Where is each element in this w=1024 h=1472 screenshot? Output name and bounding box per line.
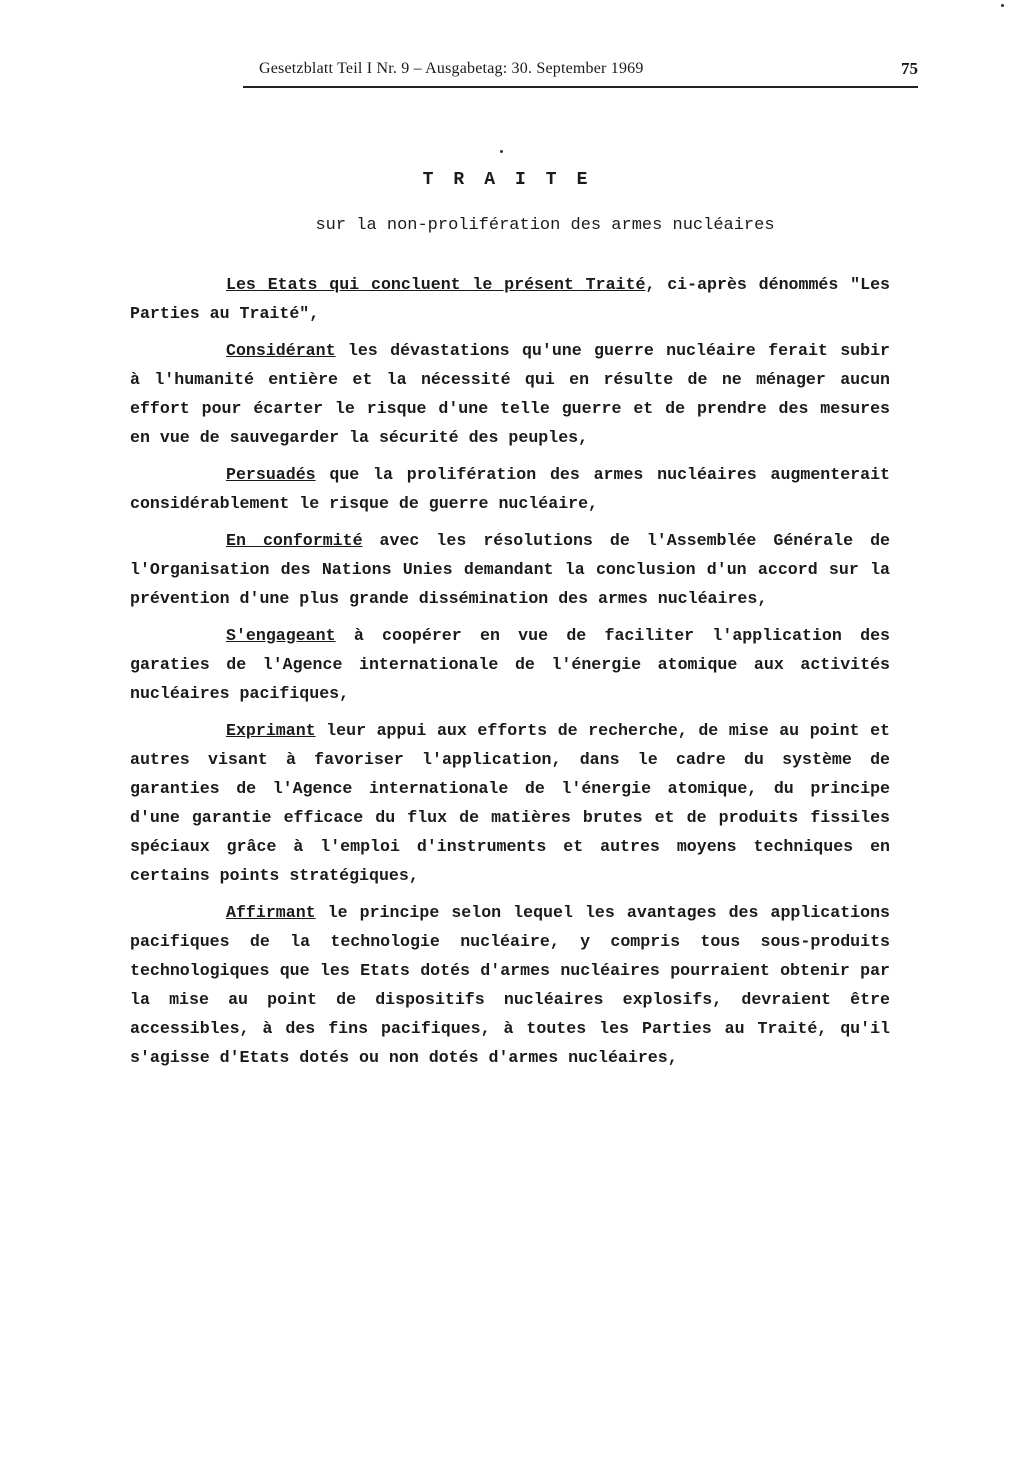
- scan-speck: [1001, 4, 1004, 7]
- paragraph-lead: Affirmant: [226, 903, 316, 922]
- paragraph-text: à coopérer en vue de faciliter l'application des garaties de l'Agence internationale de l'énergie atomique aux activités nucléaires pacifiques,: [130, 626, 890, 703]
- preamble-paragraph: [130, 898, 890, 1072]
- paragraph-lead: En conformité: [226, 531, 363, 550]
- preamble-paragraph: [130, 270, 890, 328]
- paragraph-lead: Exprimant: [226, 721, 316, 740]
- page-number: 75: [901, 59, 918, 78]
- preamble-paragraph: [130, 716, 890, 890]
- treaty-subtitle: sur la non-prolifération des armes nucléaires: [315, 216, 775, 235]
- paragraph-text: , ci-après dénommés "Les Parties au Traité",: [130, 275, 890, 323]
- preamble-paragraph: [130, 526, 890, 613]
- treaty-title: TRAITE: [422, 170, 608, 190]
- paragraph-text: le principe selon lequel les avantages des applications pacifiques de la technologie nucléaire, y compris tous sous-produits technologiques que les Etats dotés d'armes nucléaires pourraient obtenir par la mise au point de dispositifs nucléaires explosifs, devraient être accessibles, à des fins pacifiques, à toutes les Parties au Traité, qu'il s'agisse d'Etats dotés ou non dotés d'armes nucléaires,: [130, 903, 890, 1067]
- paragraph-text: leur appui aux efforts de recherche, de mise au point et autres visant à favoriser l'application, dans le cadre du système de garanties de l'Agence internationale de l'énergie atomique, du principe d'une garantie efficace du flux de matières brutes et de produits fissiles spéciaux grâce à l'emploi d'instruments et autres moyens techniques en certains points stratégiques,: [130, 721, 890, 885]
- scan-speck: [500, 150, 503, 153]
- paragraph-lead: S'engageant: [226, 626, 336, 645]
- preamble-paragraph: [130, 621, 890, 708]
- page-header: [243, 54, 918, 88]
- preamble-paragraph: [130, 460, 890, 518]
- preamble-paragraph: [130, 336, 890, 452]
- preamble: [130, 270, 890, 1080]
- paragraph-lead: Considérant: [226, 341, 336, 360]
- paragraph-text: que la prolifération des armes nucléaires augmenterait considérablement le risque de guerre nucléaire,: [130, 465, 890, 513]
- paragraph-lead: Les Etats qui concluent le présent Traité: [226, 275, 646, 294]
- paragraph-text: les dévastations qu'une guerre nucléaire ferait subir à l'humanité entière et la nécessité qui en résulte de ne ménager aucun effort pour écarter le risque d'une telle guerre et de prendre des mesures en vue de sauvegarder la sécurité des peuples,: [130, 341, 890, 447]
- paragraph-text: avec les résolutions de l'Assemblée Générale de l'Organisation des Nations Unies demandant la conclusion d'un accord sur la prévention d'une plus grande dissémination des armes nucléaires,: [130, 531, 891, 608]
- running-title: Gesetzblatt Teil I Nr. 9 – Ausgabetag: 30. September 1969: [259, 60, 644, 77]
- paragraph-lead: Persuadés: [226, 465, 316, 484]
